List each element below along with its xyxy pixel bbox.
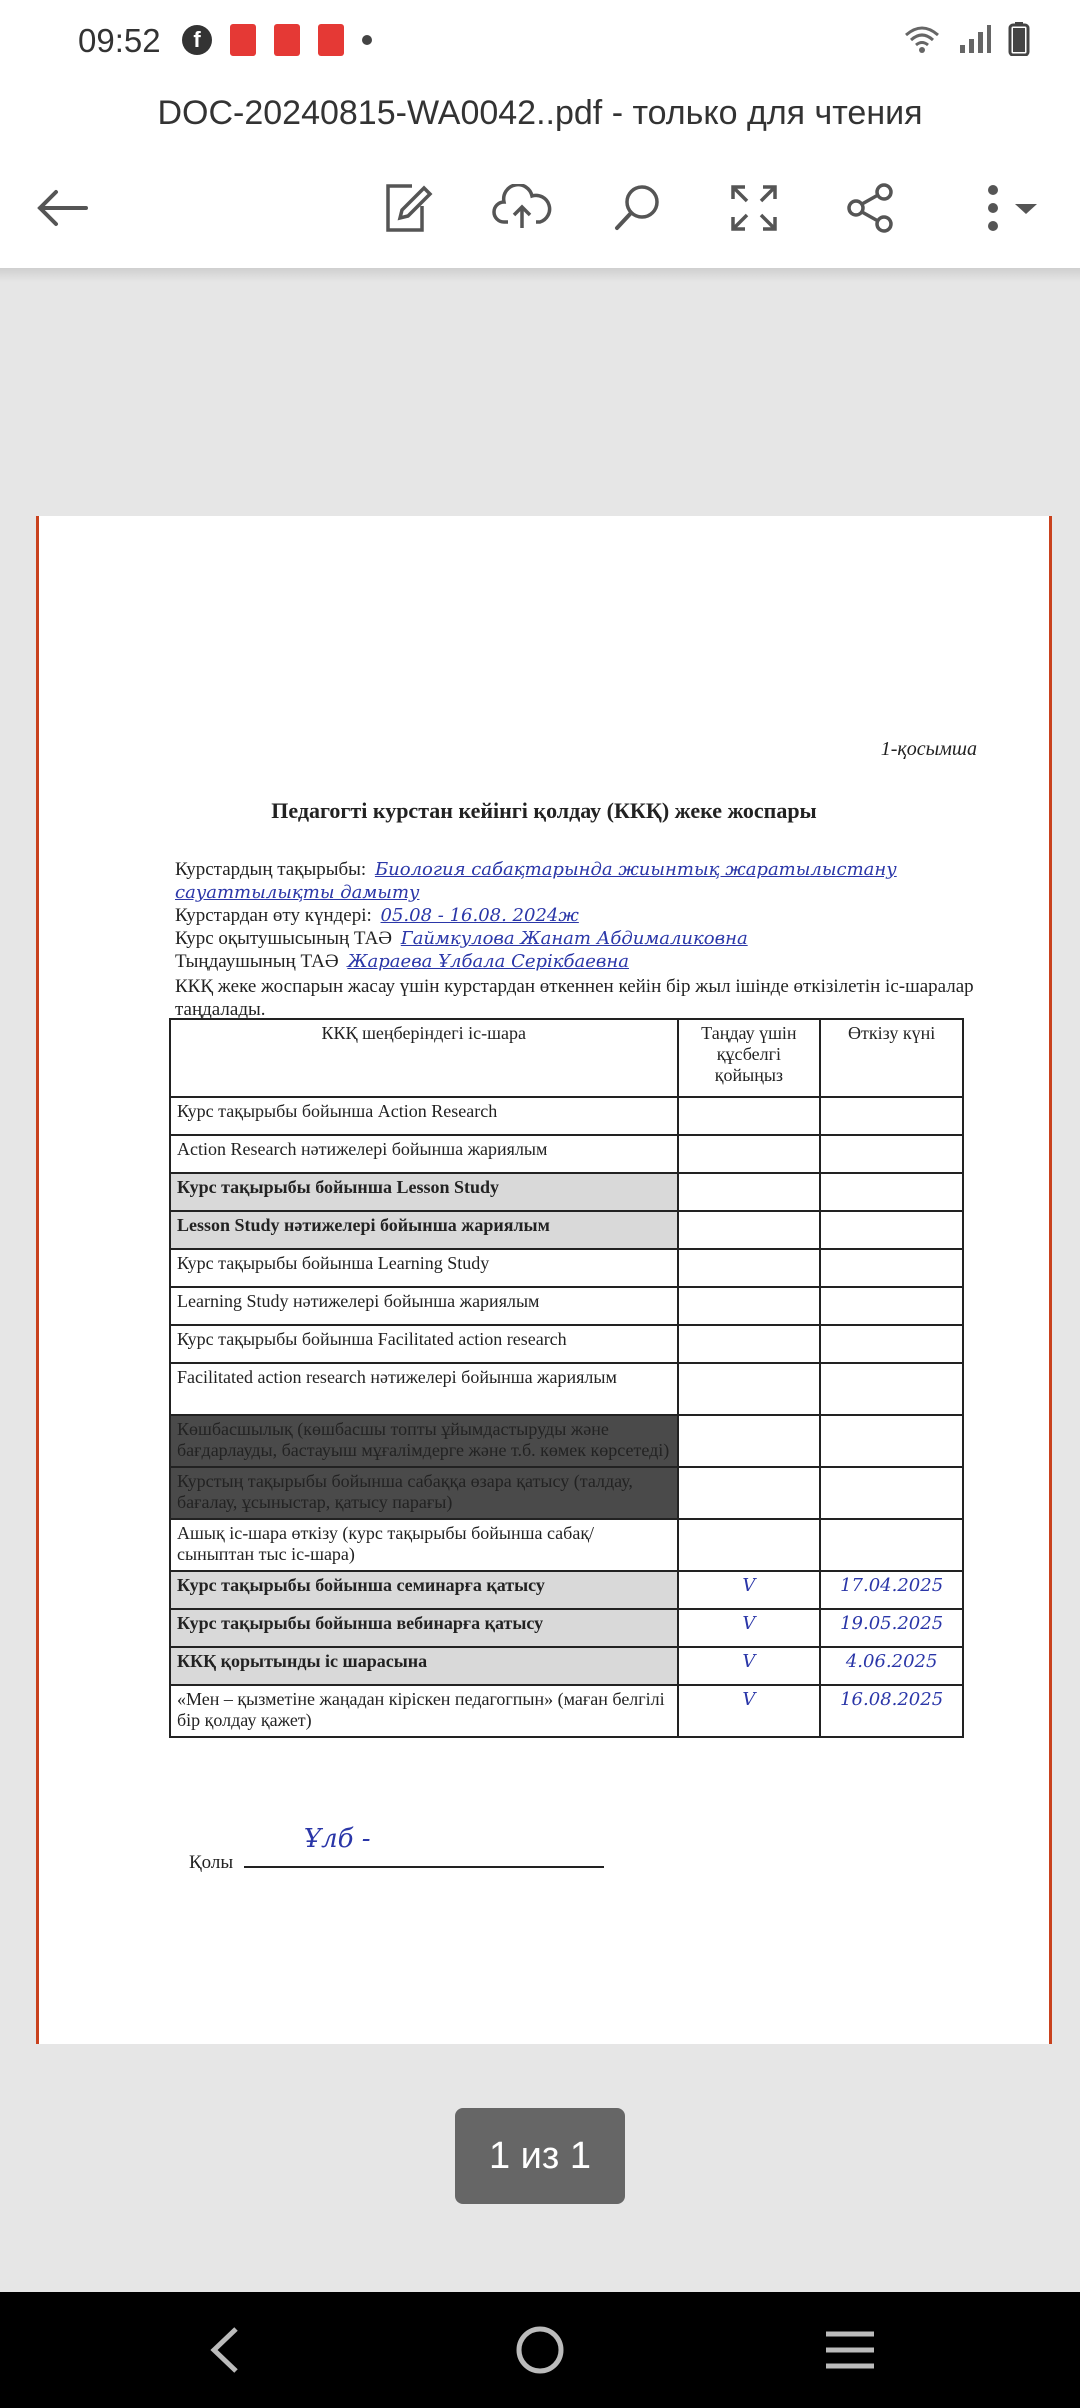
date-cell: [820, 1097, 963, 1135]
table-row: [170, 1467, 963, 1519]
field-value-handwritten: Гаймкулова Жанат Абдималиковна: [400, 928, 748, 949]
fullscreen-button[interactable]: [714, 168, 794, 248]
field-label: Тыңдаушының ТАӘ: [175, 951, 339, 972]
appendix-label: 1-қосымша: [880, 738, 977, 760]
check-cell: [678, 1135, 821, 1173]
column-header-activity: ККҚ шеңберіндегі іс-шара: [170, 1019, 678, 1097]
check-cell: V: [678, 1609, 821, 1647]
field-trainer-name: [175, 927, 995, 950]
activity-cell: Курс тақырыбы бойынша Learning Study: [170, 1249, 678, 1287]
document-heading: Педагогті курстан кейінгі қолдау (ККҚ) жеке жоспары: [271, 798, 817, 823]
back-nav-icon: [206, 2325, 246, 2375]
signature-label: Қолы: [189, 1852, 234, 1873]
table-row: [170, 1647, 963, 1685]
toolbar: [0, 158, 1080, 268]
nav-home-button[interactable]: [500, 2310, 580, 2390]
date-cell: [820, 1519, 963, 1571]
intro-paragraph: ККҚ жеке жоспарын жасау үшін курстардан өткеннен кейін бір жыл ішінде өткізілетін іс-шаралар таңдалады.: [175, 976, 974, 1020]
activity-cell: Көшбасшылық (көшбасшы топты ұйымдастыруды және бағдарлауды, бастауыш мұғалімдерге және т.б. көмек көрсетеді): [170, 1415, 678, 1467]
field-course-topic: [175, 858, 995, 904]
share-button[interactable]: [830, 168, 910, 248]
field-label: Курстардың тақырыбы:: [175, 859, 367, 880]
document-title: DOC-20240815-WA0042..pdf - только для чтения: [157, 94, 923, 132]
check-cell: V: [678, 1685, 821, 1737]
table-row: [170, 1415, 963, 1467]
table-row: [170, 1685, 963, 1737]
field-value-handwritten: Жараева Ұлбала Серікбаевна: [347, 951, 629, 972]
check-cell: [678, 1211, 821, 1249]
signature-line: [244, 1824, 604, 1868]
table-row: [170, 1173, 963, 1211]
table-row: [170, 1249, 963, 1287]
activity-cell: Lesson Study нәтижелері бойынша жариялым: [170, 1211, 678, 1249]
check-cell: [678, 1415, 821, 1467]
nav-back-button[interactable]: [186, 2310, 266, 2390]
activity-cell: Курс тақырыбы бойынша Lesson Study: [170, 1173, 678, 1211]
nav-recents-button[interactable]: [810, 2310, 890, 2390]
field-label: Курстардан өту күндері:: [175, 905, 372, 926]
check-cell: [678, 1097, 821, 1135]
notification-icons: [182, 24, 372, 56]
signature-block: [189, 1824, 604, 1874]
date-cell: [820, 1173, 963, 1211]
table-row: [170, 1135, 963, 1173]
share-icon: [844, 182, 896, 234]
field-listener-name: [175, 950, 995, 973]
signal-icon: [958, 23, 992, 55]
date-cell: [820, 1287, 963, 1325]
wifi-icon: [902, 23, 942, 55]
check-cell: [678, 1249, 821, 1287]
date-cell: 4.06.2025: [820, 1647, 963, 1685]
date-cell: [820, 1363, 963, 1415]
activity-cell: «Мен – қызметіне жаңадан кіріскен педагогпын» (маған белгілі бір қолдау қажет): [170, 1685, 678, 1737]
search-button[interactable]: [598, 168, 678, 248]
date-cell: [820, 1467, 963, 1519]
activity-cell: Курстың тақырыбы бойынша сабаққа өзара қатысу (талдау, бағалау, ұсыныстар, қатысу парағы): [170, 1467, 678, 1519]
more-options-icon: [973, 182, 1043, 234]
check-cell: V: [678, 1647, 821, 1685]
document-page[interactable]: [36, 516, 1052, 2044]
pdf-notification-icon: [230, 24, 256, 56]
date-cell: [820, 1249, 963, 1287]
status-bar: [0, 0, 1080, 88]
battery-icon: [1008, 22, 1030, 56]
date-cell: [820, 1211, 963, 1249]
upload-button[interactable]: [482, 168, 562, 248]
back-button[interactable]: [22, 168, 102, 248]
pdf-notification-icon: [274, 24, 300, 56]
field-label: Курс оқытушысының ТАӘ: [175, 928, 393, 949]
status-time: 09:52: [78, 22, 161, 59]
more-options-button[interactable]: [958, 168, 1058, 248]
column-header-date: Өткізу күні: [820, 1019, 963, 1097]
table-row: [170, 1325, 963, 1363]
back-arrow-icon: [34, 186, 90, 230]
recents-nav-icon: [824, 2328, 876, 2372]
check-cell: [678, 1173, 821, 1211]
table-row: [170, 1571, 963, 1609]
cloud-upload-icon: [492, 184, 552, 232]
date-cell: [820, 1415, 963, 1467]
check-cell: [678, 1519, 821, 1571]
activity-cell: Курс тақырыбы бойынша вебинарға қатысу: [170, 1609, 678, 1647]
field-value-handwritten: 05.08 - 16.08. 2024ж: [380, 905, 579, 926]
activity-cell: Курс тақырыбы бойынша семинарға қатысу: [170, 1571, 678, 1609]
header-shadow: [0, 268, 1080, 282]
activity-cell: Курс тақырыбы бойынша Action Research: [170, 1097, 678, 1135]
check-cell: V: [678, 1571, 821, 1609]
table-body: [170, 1097, 963, 1737]
date-cell: [820, 1135, 963, 1173]
activity-cell: Learning Study нәтижелері бойынша жариялым: [170, 1287, 678, 1325]
table-row: [170, 1097, 963, 1135]
table-row: [170, 1287, 963, 1325]
more-notifications-dot: [362, 35, 372, 45]
check-cell: [678, 1363, 821, 1415]
edit-document-icon: [382, 182, 434, 234]
field-value-handwritten: Биология сабақтарында жиынтық жаратылыстану сауаттылықты дамыту: [175, 859, 897, 903]
check-cell: [678, 1325, 821, 1363]
check-cell: [678, 1287, 821, 1325]
column-header-check: Таңдау үшін құсбелгі қойыңыз: [678, 1019, 821, 1097]
navigation-bar: [0, 2292, 1080, 2408]
system-icons: [902, 22, 1030, 56]
date-cell: 17.04.2025: [820, 1571, 963, 1609]
table-row: [170, 1211, 963, 1249]
home-nav-icon: [514, 2324, 566, 2376]
table-row: [170, 1609, 963, 1647]
facebook-icon: f: [182, 25, 212, 55]
edit-button[interactable]: [368, 168, 448, 248]
date-cell: 16.08.2025: [820, 1685, 963, 1737]
field-course-dates: [175, 904, 995, 927]
activity-cell: Action Research нәтижелері бойынша жариялым: [170, 1135, 678, 1173]
table-row: [170, 1363, 963, 1415]
activity-cell: Facilitated action research нәтижелері бойынша жариялым: [170, 1363, 678, 1415]
table-row: [170, 1519, 963, 1571]
activity-cell: ККҚ қорытынды іс шарасына: [170, 1647, 678, 1685]
page-indicator: 1 из 1: [455, 2108, 625, 2204]
activity-cell: Ашық іс-шара өткізу (курс тақырыбы бойынша сабақ/сыныптан тыс іс-шара): [170, 1519, 678, 1571]
date-cell: [820, 1325, 963, 1363]
pdf-notification-icon: [318, 24, 344, 56]
check-cell: [678, 1467, 821, 1519]
date-cell: 19.05.2025: [820, 1609, 963, 1647]
document-fields: [175, 858, 995, 1021]
search-icon: [612, 182, 664, 234]
activity-cell: Курс тақырыбы бойынша Facilitated action research: [170, 1325, 678, 1363]
fullscreen-icon: [729, 183, 779, 233]
table-header-row: [170, 1019, 963, 1097]
plan-table: [169, 1018, 964, 1738]
app-header: [0, 88, 1080, 268]
handwritten-signature: Ұлб -: [303, 1824, 371, 1854]
